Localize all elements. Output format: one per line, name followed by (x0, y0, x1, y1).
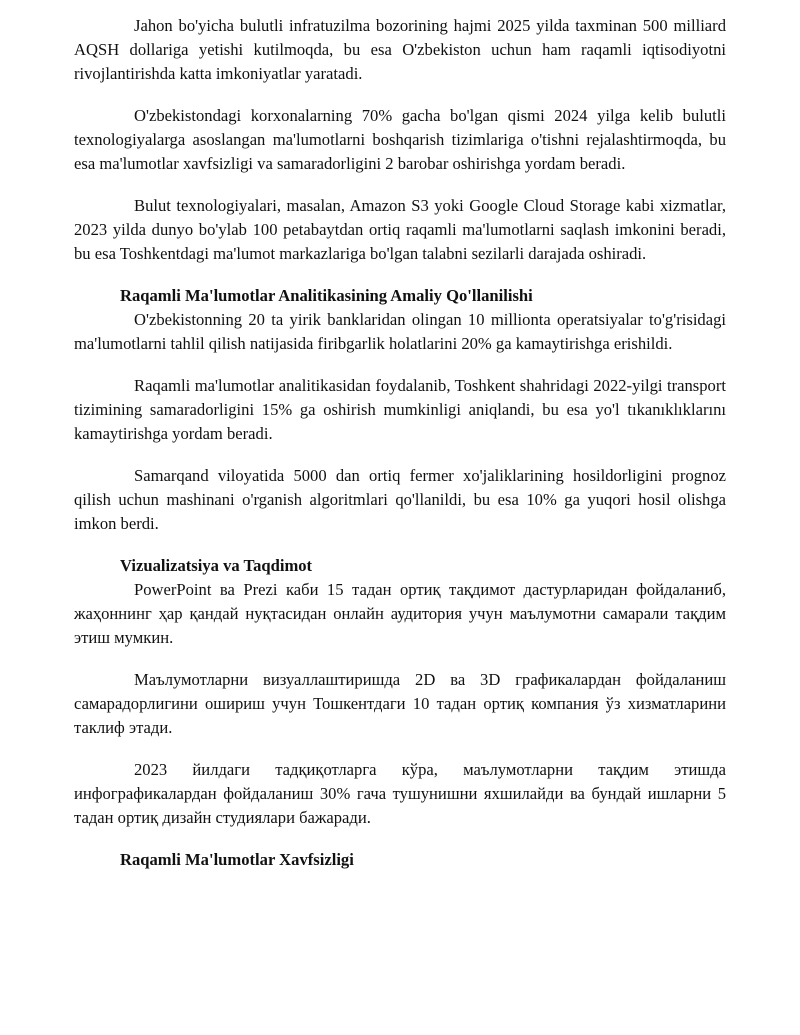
paragraph-agriculture: Samarqand viloyatida 5000 dan ortiq fermer xo'jaliklarining hosildorligini prognoz qilish uchun mashinani o'rganish algoritmlari qo'llanildi, bu esa 10% ga yuqori hosil olishga imkon berdi. (74, 466, 726, 533)
section-heading-visualization: Vizualizatsiya va Taqdimot (120, 556, 313, 575)
paragraph-banks-fraud: O'zbekistonning 20 ta yirik banklaridan olingan 10 millionta operatsiyalar to'g'risidagi ma'lumotlarni tahlil qilish natijasida firibgarlik holatlarini 20% ga kamaytirishga erishildi. (74, 310, 726, 353)
section-heading-analytics: Raqamli Ma'lumotlar Analitikasining Amaliy Qo'llanilishi (120, 286, 533, 305)
paragraph-cloud-market: Jahon bo'yicha bulutli infratuzilma bozorining hajmi 2025 yilda taxminan 500 milliard AQSH dollariga yetishi kutilmoqda, bu esa O'zbekiston uchun ham raqamli iqtisodiyotni rivojlantirishda katta imkoniyatlar yaratadi. (74, 16, 726, 83)
paragraph-2d-3d-graphics: Маълумотларни визуаллаштиришда 2D ва 3D графикалардан фойдаланиш самарадорлигини ошириш учун Тошкентдаги 10 тадан ортиқ компания ўз хизматларини таклиф этади. (74, 670, 726, 737)
paragraph-enterprises-cloud: O'zbekistondagi korxonalarning 70% gacha bo'lgan qismi 2024 yilga kelib bulutli texnologiyalarga asoslangan ma'lumotlarni boshqarish tizimlariga o'tishni rejalashtirmoqda, bu esa ma'lumotlar xavfsizligi va samaradorligini 2 barobar oshirishga yordam beradi. (74, 106, 726, 173)
paragraph-presentation-software: PowerPoint ва Prezi каби 15 тадан ортиқ тақдимот дастурларидан фойдаланиб, жаҳоннинг ҳар қандай нуқтасидан онлайн аудитория учун маълумотни самарали тақдим этиш мумкин. (74, 580, 726, 647)
paragraph-infographics: 2023 йилдаги тадқиқотларга кўра, маълумотларни тақдим этишда инфографикалардан фойдаланиш 30% гача тушунишни яхшилайди ва бундай ишларни 5 тадан ортиқ дизайн студиялари бажаради. (74, 760, 726, 827)
paragraph-transport: Raqamli ma'lumotlar analitikasidan foydalanib, Toshkent shahridagi 2022-yilgi transport tizimining samaradorligini 15% ga oshirish mumkinligi aniqlandi, bu esa yo'l tıkanıklıklarını kamaytirishga yordam beradi. (74, 376, 726, 443)
section-heading-security: Raqamli Ma'lumotlar Xavfsizligi (120, 850, 354, 869)
paragraph-cloud-storage: Bulut texnologiyalari, masalan, Amazon S3 yoki Google Cloud Storage kabi xizmatlar, 2023 yilda dunyo bo'ylab 100 petabaytdan ortiq raqamli ma'lumotlarni saqlash imkonini beradi, bu esa Toshkentdagi ma'lumot markazlariga bo'lgan talabni sezilarli darajada oshiradi. (74, 196, 726, 263)
